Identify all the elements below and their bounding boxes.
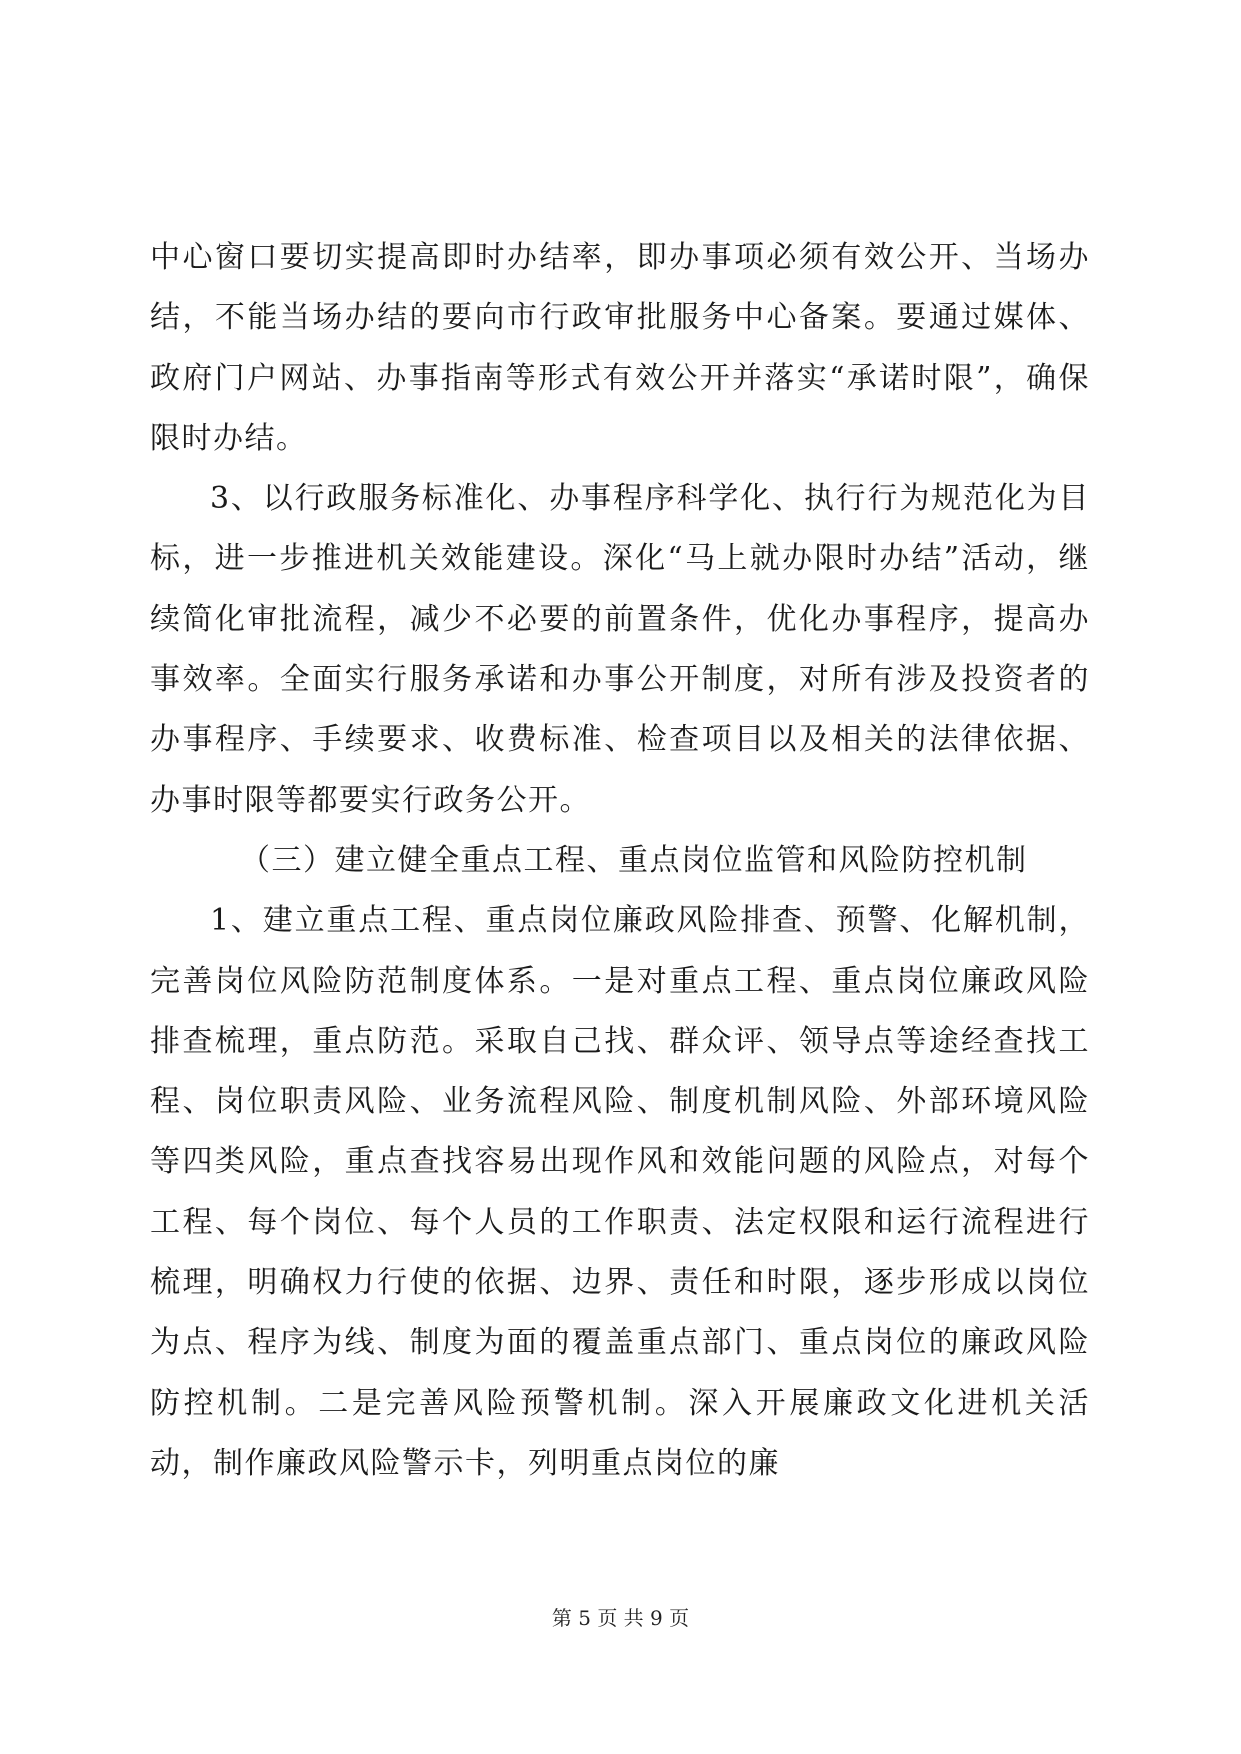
page-number-footer: 第 5 页 共 9 页 bbox=[551, 1606, 690, 1630]
document-body bbox=[150, 228, 1090, 1494]
section-heading-3: （三）建立健全重点工程、重点岗位监管和风险防控机制 bbox=[240, 842, 1028, 878]
paragraph-item-1: 1、建立重点工程、重点岗位廉政风险排查、预警、化解机制，完善岗位风险防范制度体系。一是对重点工程、重点岗位廉政风险排查梳理，重点防范。采取自己找、群众评、领导点等途经查找工程、岗位职责风险、业务流程风险、制度机制风险、外部环境风险等四类风险，重点查找容易出现作风和效能问题的风险点，对每个工程、每个岗位、每个人员的工作职责、法定权限和运行流程进行梳理，明确权力行使的依据、边界、责任和时限，逐步形成以岗位为点、程序为线、制度为面的覆盖重点部门、重点岗位的廉政风险防控机制。二是完善风险预警机制。深入开展廉政文化进机关活动，制作廉政风险警示卡，列明重点岗位的廉 bbox=[150, 903, 1090, 1481]
paragraph-continuation: 中心窗口要切实提高即时办结率，即办事项必须有效公开、当场办结，不能当场办结的要向市行政审批服务中心备案。要通过媒体、政府门户网站、办事指南等形式有效公开并落实“承诺时限”，确保限时办结。 bbox=[150, 240, 1090, 456]
paragraph-item-3: 3、以行政服务标准化、办事程序科学化、执行行为规范化为目标，进一步推进机关效能建设。深化“马上就办限时办结”活动，继续简化审批流程，减少不必要的前置条件，优化办事程序，提高办事效率。全面实行服务承诺和办事公开制度，对所有涉及投资者的办事程序、手续要求、收费标准、检查项目以及相关的法律依据、办事时限等都要实行政务公开。 bbox=[150, 481, 1090, 818]
